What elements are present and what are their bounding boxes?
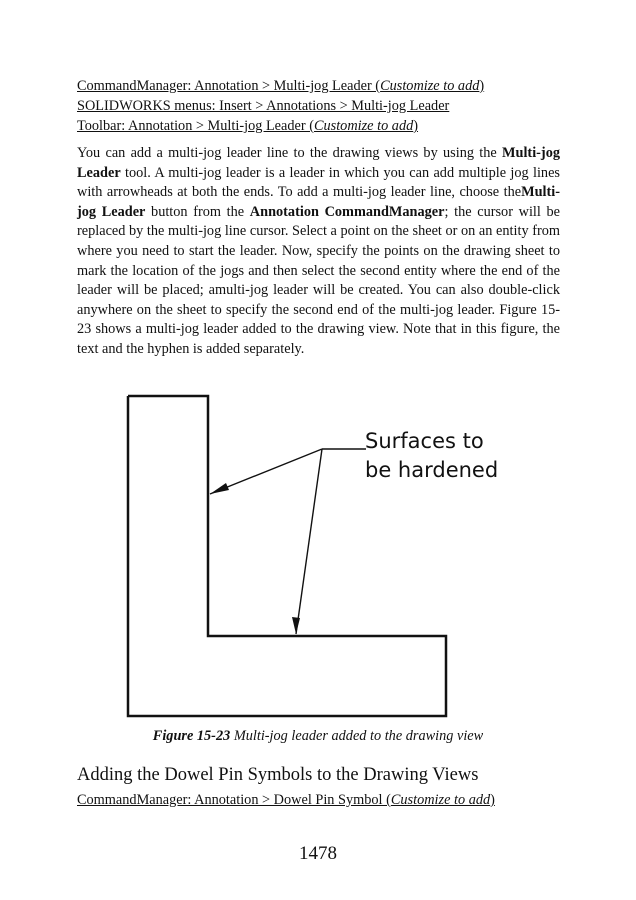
toolbar-path [77, 116, 560, 136]
caption-text: Multi-jog leader added to the drawing view [230, 728, 484, 744]
figure-label-line2: be hardened [365, 458, 499, 482]
arrowhead-lower [292, 617, 300, 634]
toolbar-path-suffix: ) [413, 118, 419, 134]
customize-note: Customize to add [390, 792, 491, 808]
body-text-4: ; the cursor will be replaced by the multi-jog line cursor. Select a point on the sheet or on an entity from where you need to start the leader. Now, specify the points on the drawing sheet to mark the location of the jogs and then select the second entity where the end of the leader will be placed; amulti-jog leader will be created. You can also double-click anywhere on the sheet to specify the second end of the multi-jog leader. Figure 15-23 shows a multi-jog leader added to the drawing view. Note that in this figure, the text and the hyphen is added separately. [77, 203, 561, 357]
body-text-2: tool. A multi-jog leader is a leader in which you can add multiple jog lines with arrowheads at both the ends. To add a multi-jog leader line, choose the [77, 164, 560, 201]
dowel-pin-commandmanager-path [77, 790, 495, 810]
figure-caption [0, 728, 636, 745]
bold-term: Annotation CommandManager [249, 203, 445, 220]
dowel-path-text: CommandManager: Annotation > Dowel Pin Symbol ( [77, 792, 391, 808]
customize-note: Customize to add [313, 118, 414, 134]
page-number: 1478 [299, 843, 337, 864]
commandmanager-path-suffix: ) [479, 78, 485, 94]
multi-jog-leader-figure [120, 390, 520, 725]
customize-note: Customize to add [380, 78, 480, 94]
section-heading: Adding the Dowel Pin Symbols to the Drawing Views [77, 765, 479, 785]
body-paragraph [77, 144, 560, 360]
commandmanager-path-text: CommandManager: Annotation > Multi-jog Leader ( [77, 78, 381, 94]
leader-line-lower [296, 449, 322, 634]
body-text-1: You can add a multi-jog leader line to the drawing views by using the [77, 145, 503, 161]
dowel-path-suffix: ) [490, 792, 495, 808]
toolbar-path-text: Toolbar: Annotation > Multi-jog Leader ( [77, 118, 314, 134]
figure-label-line1: Surfaces to [365, 429, 484, 453]
commandmanager-path [77, 76, 560, 96]
body-text-3: button from the [145, 203, 250, 220]
menus-path: SOLIDWORKS menus: Insert > Annotations > Multi-jog Leader [77, 98, 450, 114]
bold-term: Multi-jog Leader [77, 184, 560, 220]
main-text-column [77, 76, 560, 374]
figure-number: Figure 15-23 [152, 728, 231, 744]
bold-term: Multi-jog Leader [77, 145, 560, 181]
arrowhead-upper [210, 483, 229, 494]
